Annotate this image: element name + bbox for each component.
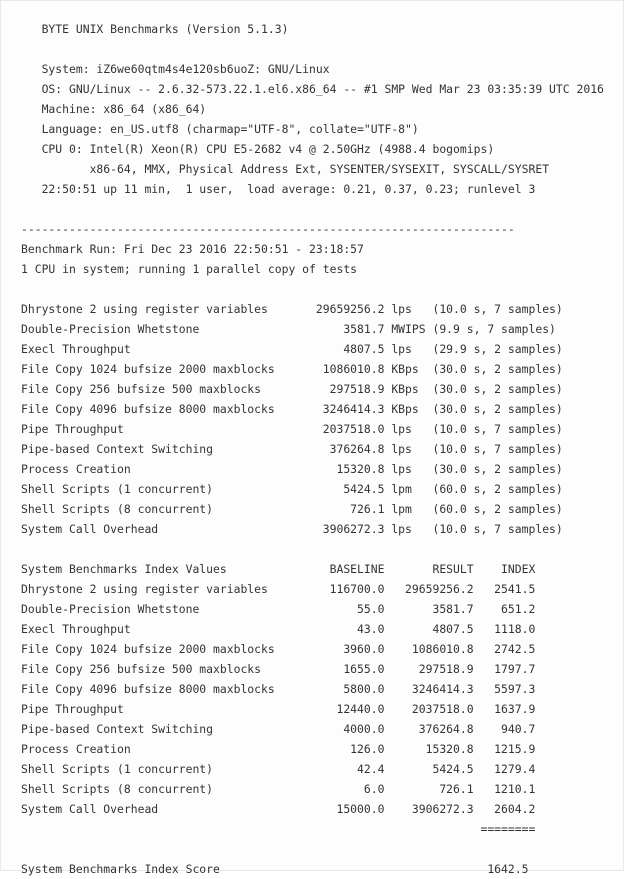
machine-line: Machine: x86_64 (x86_64) xyxy=(21,102,207,116)
index-row: File Copy 1024 bufsize 2000 maxblocks 3960.0 1086010.8 2742.5 xyxy=(21,642,536,656)
blank-line xyxy=(21,199,604,219)
index-row: Process Creation 126.0 15320.8 1215.9 xyxy=(21,742,536,756)
blank-line xyxy=(21,839,604,859)
blank-line xyxy=(21,539,604,559)
index-total-rule: ======== xyxy=(21,822,536,836)
result-row: Pipe Throughput 2037518.0 lps (10.0 s, 7 samples) xyxy=(21,422,563,436)
uptime-line: 22:50:51 up 11 min, 1 user, load average: 0.21, 0.37, 0.23; runlevel 3 xyxy=(21,182,536,196)
result-row: Shell Scripts (1 concurrent) 5424.5 lpm (60.0 s, 2 samples) xyxy=(21,482,563,496)
os-line: OS: GNU/Linux -- 2.6.32-573.22.1.el6.x86_64 -- #1 SMP Wed Mar 23 03:35:39 UTC 2016 xyxy=(21,82,604,96)
index-row: Execl Throughput 43.0 4807.5 1118.0 xyxy=(21,622,536,636)
result-row: Shell Scripts (8 concurrent) 726.1 lpm (60.0 s, 2 samples) xyxy=(21,502,563,516)
report-title: BYTE UNIX Benchmarks (Version 5.1.3) xyxy=(21,22,289,36)
benchmark-report xyxy=(21,19,604,879)
index-row: Double-Precision Whetstone 55.0 3581.7 651.2 xyxy=(21,602,536,616)
index-row: File Copy 4096 bufsize 8000 maxblocks 5800.0 3246414.3 5597.3 xyxy=(21,682,536,696)
blank-line xyxy=(21,39,604,59)
language-line: Language: en_US.utf8 (charmap="UTF-8", collate="UTF-8") xyxy=(21,122,419,136)
cpu-summary-line: 1 CPU in system; running 1 parallel copy of tests xyxy=(21,262,358,276)
index-row: Dhrystone 2 using register variables 116700.0 29659256.2 2541.5 xyxy=(21,582,536,596)
index-row: Shell Scripts (8 concurrent) 6.0 726.1 1210.1 xyxy=(21,782,536,796)
system-line: System: iZ6we60qtm4s4e120sb6uoZ: GNU/Linux xyxy=(21,62,330,76)
benchmark-run-line: Benchmark Run: Fri Dec 23 2016 22:50:51 - 23:18:57 xyxy=(21,242,364,256)
result-row: Dhrystone 2 using register variables 29659256.2 lps (10.0 s, 7 samples) xyxy=(21,302,563,316)
result-row: Execl Throughput 4807.5 lps (29.9 s, 2 samples) xyxy=(21,342,563,356)
result-row: File Copy 1024 bufsize 2000 maxblocks 1086010.8 KBps (30.0 s, 2 samples) xyxy=(21,362,563,376)
cpu-line: CPU 0: Intel(R) Xeon(R) CPU E5-2682 v4 @ 2.50GHz (4988.4 bogomips) xyxy=(21,142,495,156)
index-row: Pipe-based Context Switching 4000.0 376264.8 940.7 xyxy=(21,722,536,736)
result-row: Double-Precision Whetstone 3581.7 MWIPS (9.9 s, 7 samples) xyxy=(21,322,556,336)
cpu-flags-line: x86-64, MMX, Physical Address Ext, SYSENTER/SYSEXIT, SYSCALL/SYSRET xyxy=(21,162,550,176)
blank-line xyxy=(21,279,604,299)
index-row: Shell Scripts (1 concurrent) 42.4 5424.5 1279.4 xyxy=(21,762,536,776)
index-score-row: System Benchmarks Index Score 1642.5 xyxy=(21,862,529,876)
result-row: Pipe-based Context Switching 376264.8 lps (10.0 s, 7 samples) xyxy=(21,442,563,456)
result-row: File Copy 256 bufsize 500 maxblocks 297518.9 KBps (30.0 s, 2 samples) xyxy=(21,382,563,396)
result-row: System Call Overhead 3906272.3 lps (10.0 s, 7 samples) xyxy=(21,522,563,536)
result-row: File Copy 4096 bufsize 8000 maxblocks 3246414.3 KBps (30.0 s, 2 samples) xyxy=(21,402,563,416)
index-row: System Call Overhead 15000.0 3906272.3 2604.2 xyxy=(21,802,536,816)
index-row: File Copy 256 bufsize 500 maxblocks 1655.0 297518.9 1797.7 xyxy=(21,662,536,676)
index-row: Pipe Throughput 12440.0 2037518.0 1637.9 xyxy=(21,702,536,716)
index-header-row: System Benchmarks Index Values BASELINE RESULT INDEX xyxy=(21,562,536,576)
separator-line: ------------------------------------------------------------------------ xyxy=(21,222,515,236)
result-row: Process Creation 15320.8 lps (30.0 s, 2 samples) xyxy=(21,462,563,476)
